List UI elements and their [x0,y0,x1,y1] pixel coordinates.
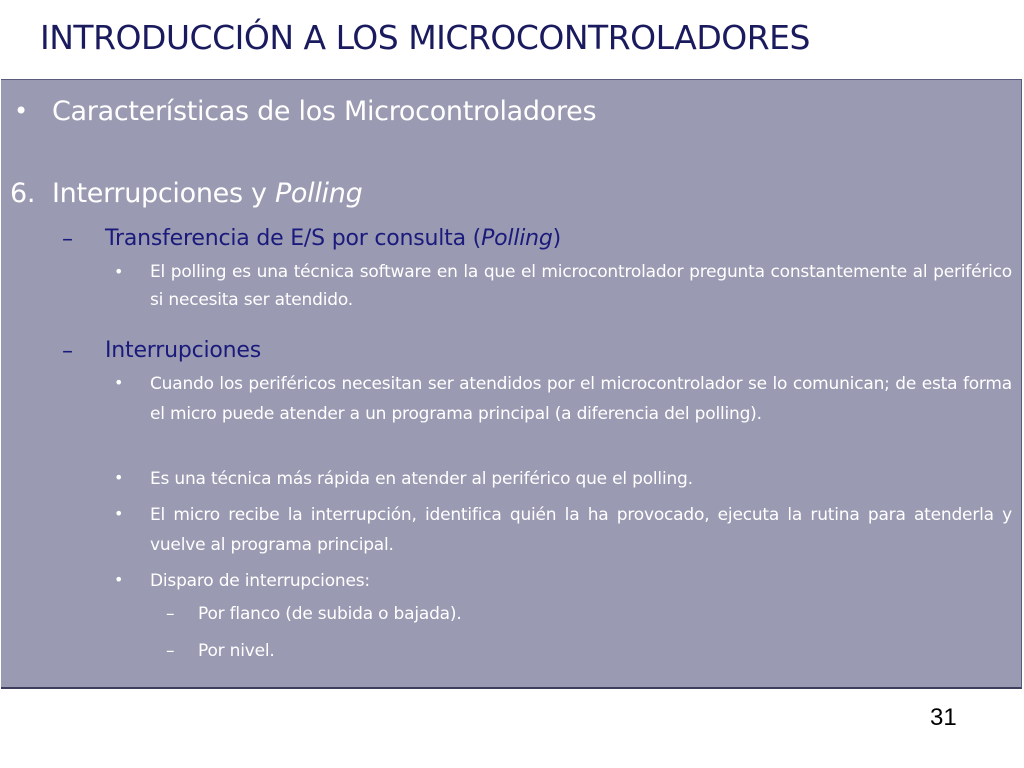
bullet-marker: • [114,373,124,392]
bullet-marker: • [114,468,124,487]
subheading-polling [105,226,561,251]
subheading-polling-suffix: ) [552,226,562,251]
subheading-polling-italic: Polling [481,226,553,251]
subheading-polling-prefix: Transferencia de E/S por consulta ( [105,226,482,251]
section-heading [52,178,362,209]
trigger-edge: Por flanco (de subida o bajada). [198,604,462,624]
slide-title: INTRODUCCIÓN A LOS MICROCONTROLADORES [40,18,810,57]
polling-description: El polling es una técnica software en la que el microcontrolador pregunta constantemente al periférico si necesita ser atendido. [150,262,1012,310]
bullet-marker: • [114,504,124,523]
interrupts-trigger: Disparo de interrupciones: [150,571,370,591]
section-number: 6. [10,178,36,209]
bullet-marker: • [114,570,124,589]
dash-marker: – [62,339,73,364]
bullet-marker: • [14,97,29,125]
bullet-characteristics: Características de los Microcontroladores [52,96,597,127]
interrupts-speed: Es una técnica más rápida en atender al periférico que el polling. [150,469,693,489]
interrupts-flow: El micro recibe la interrupción, identifica quién la ha provocado, ejecuta la rutina para atenderla y vuelve al programa principal. [150,505,1012,555]
dash-marker: – [166,604,175,624]
subheading-interrupts: Interrupciones [105,338,262,363]
trigger-level: Por nivel. [198,641,275,661]
section-heading-text: Interrupciones y [52,178,275,209]
dash-marker: – [62,227,73,252]
section-heading-italic: Polling [274,178,363,209]
dash-marker: – [166,641,175,661]
page-number: 31 [930,704,957,731]
bullet-marker: • [114,262,124,281]
interrupts-description: Cuando los periféricos necesitan ser atendidos por el microcontrolador se lo comunican; de esta forma el micro puede atender a un programa principal (a diferencia del polling). [150,374,1012,424]
